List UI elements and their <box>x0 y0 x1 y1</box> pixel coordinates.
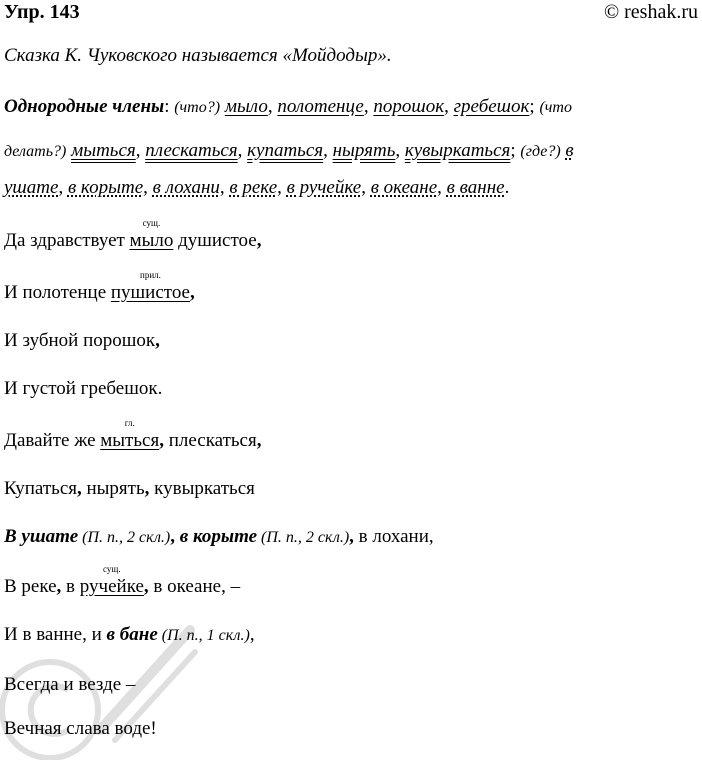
annotated-word: сущ. ручейке <box>79 564 144 597</box>
annotated-word: сущ. мыло <box>129 218 174 251</box>
member-verb: купаться <box>247 140 324 161</box>
members-title: Однородные члены <box>4 96 165 117</box>
highlight-word: В ушате <box>4 526 79 547</box>
highlight-word: в бане <box>106 624 158 645</box>
member-place: в ванне <box>446 177 505 198</box>
case-note: (П. п., 2 скл.) <box>257 529 350 546</box>
member-place: ушате <box>4 177 59 198</box>
poem-line: В ушате (П. п., 2 скл.), в корыте (П. п., 2 скл.), в лохани, <box>4 526 434 547</box>
member-place: в ручейке <box>286 177 362 198</box>
highlight-word: в корыте <box>179 526 258 547</box>
member-place: в корыте <box>67 177 144 198</box>
poem-line: И полотенце прил. пушистое, <box>4 270 195 303</box>
case-note: (П. п., 1 скл.) <box>157 627 250 644</box>
question-what-do-a: (что <box>539 99 572 116</box>
member-word: полотенце <box>277 96 364 117</box>
question-what: (что?) <box>174 99 221 116</box>
member-word: мыло <box>224 96 268 117</box>
part-of-speech-mark: гл. <box>124 418 135 428</box>
case-note: (П. п., 2 скл.) <box>78 529 171 546</box>
poem-line: Купаться, нырять, кувыркаться <box>4 478 255 499</box>
annotated-word: прил. пушистое <box>110 270 190 303</box>
member-place: в <box>565 140 574 161</box>
annotated-word: гл. мыться <box>100 418 160 451</box>
intro-sentence: Сказка К. Чуковского называется «Мойдодыр». <box>4 45 392 66</box>
poem-line: Да здравствует сущ. мыло душистое, <box>4 218 262 251</box>
member-verb: нырять <box>332 140 396 161</box>
question-where: (где?) <box>520 143 561 160</box>
member-word: порошок <box>373 96 445 117</box>
poem-line: Вечная слава воде! <box>4 718 157 739</box>
part-of-speech-mark: прил. <box>140 270 161 280</box>
members-line-1: Однородные члены: (что?) мыло, полотенце, порошок, гребешок; (что <box>4 96 572 117</box>
member-verb: мыться <box>71 140 136 161</box>
question-what-do-b: делать?) <box>4 143 67 160</box>
members-line-2: делать?) мыться, плескаться, купаться, нырять, кувыркаться; (где?) в <box>4 140 574 161</box>
site-credit: © reshak.ru <box>603 1 698 23</box>
exercise-number: Упр. 143 <box>4 1 80 23</box>
poem-line: И густой гребешок. <box>4 378 163 399</box>
poem-line: И в ванне, и в бане (П. п., 1 скл.), <box>4 624 255 645</box>
members-line-3: ушате, в корыте, в лохани, в реке, в ручейке, в океане, в ванне. <box>4 177 510 198</box>
poem-line: Давайте же гл. мыться, плескаться, <box>4 418 262 451</box>
poem-line: В реке, в сущ. ручейке, в океане, – <box>4 564 241 597</box>
poem-line: И зубной порошок, <box>4 330 160 351</box>
part-of-speech-mark: сущ. <box>103 564 121 574</box>
part-of-speech-mark: сущ. <box>142 218 161 228</box>
member-place: в реке <box>229 177 278 198</box>
colon: : <box>164 96 170 117</box>
member-place: в океане <box>370 177 438 198</box>
member-verb: плескаться <box>145 140 238 161</box>
member-word: гребешок <box>453 96 530 117</box>
poem-line: Всегда и везде – <box>4 674 136 695</box>
member-place: в лохани <box>152 177 220 198</box>
member-verb: кувыркаться <box>404 140 511 161</box>
